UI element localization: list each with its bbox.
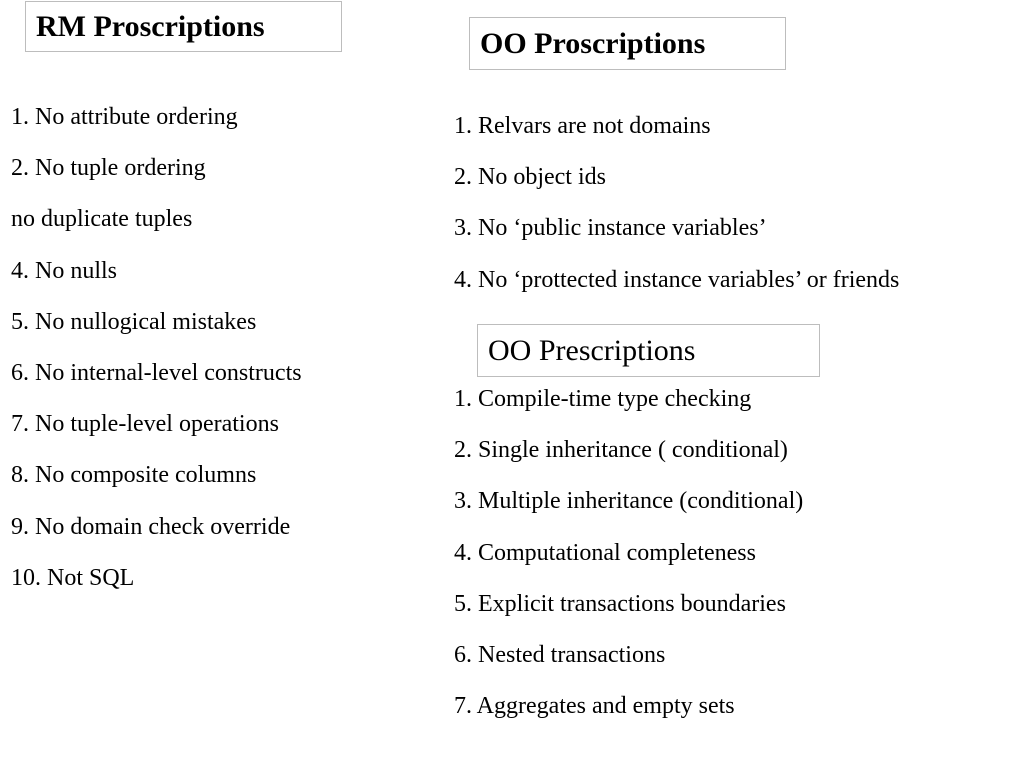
oo-prescription-item: 3. Multiple inheritance (conditional) xyxy=(454,488,804,515)
rm-proscription-item: 2. No tuple ordering xyxy=(11,155,206,182)
oo-prescription-item: 4. Computational completeness xyxy=(454,539,756,566)
oo-prescriptions-title-box xyxy=(477,324,820,377)
rm-proscriptions-title: RM Proscriptions xyxy=(36,9,265,43)
rm-proscription-item: 8. No composite columns xyxy=(11,462,257,489)
oo-proscriptions-title-box xyxy=(469,17,786,70)
oo-proscription-item: 1. Relvars are not domains xyxy=(454,113,711,139)
rm-proscription-item: 4. No nulls xyxy=(11,257,118,284)
rm-proscription-item: 1. No attribute ordering xyxy=(11,104,238,130)
oo-prescription-item: 7. Aggregates and empty sets xyxy=(454,693,735,720)
oo-proscription-item: 2. No object ids xyxy=(454,164,606,191)
rm-proscription-item: 7. No tuple-level operations xyxy=(11,411,279,438)
rm-proscriptions-title-box xyxy=(25,1,342,52)
rm-proscription-item: 10. Not SQL xyxy=(11,564,135,591)
oo-proscription-item: 3. No ‘public instance variables’ xyxy=(454,215,767,242)
oo-prescriptions-list xyxy=(454,374,803,732)
rm-proscription-item: 9. No domain check override xyxy=(11,513,291,540)
oo-proscription-item: 4. No ‘prottected instance variables’ or friends xyxy=(454,266,900,293)
rm-proscriptions-list xyxy=(11,92,302,604)
oo-prescription-item: 5. Explicit transactions boundaries xyxy=(454,590,786,617)
oo-prescription-item: 2. Single inheritance ( conditional) xyxy=(454,437,788,464)
oo-proscriptions-title: OO Proscriptions xyxy=(480,26,706,60)
rm-proscription-item: no duplicate tuples xyxy=(11,206,193,233)
rm-proscription-item: 5. No nullogical mistakes xyxy=(11,308,257,335)
oo-prescriptions-title: OO Prescriptions xyxy=(488,333,696,367)
oo-prescription-item: 1. Compile-time type checking xyxy=(454,386,752,412)
oo-proscriptions-list xyxy=(454,101,899,306)
oo-prescription-item: 6. Nested transactions xyxy=(454,641,666,668)
rm-proscription-item: 6. No internal-level constructs xyxy=(11,359,302,386)
